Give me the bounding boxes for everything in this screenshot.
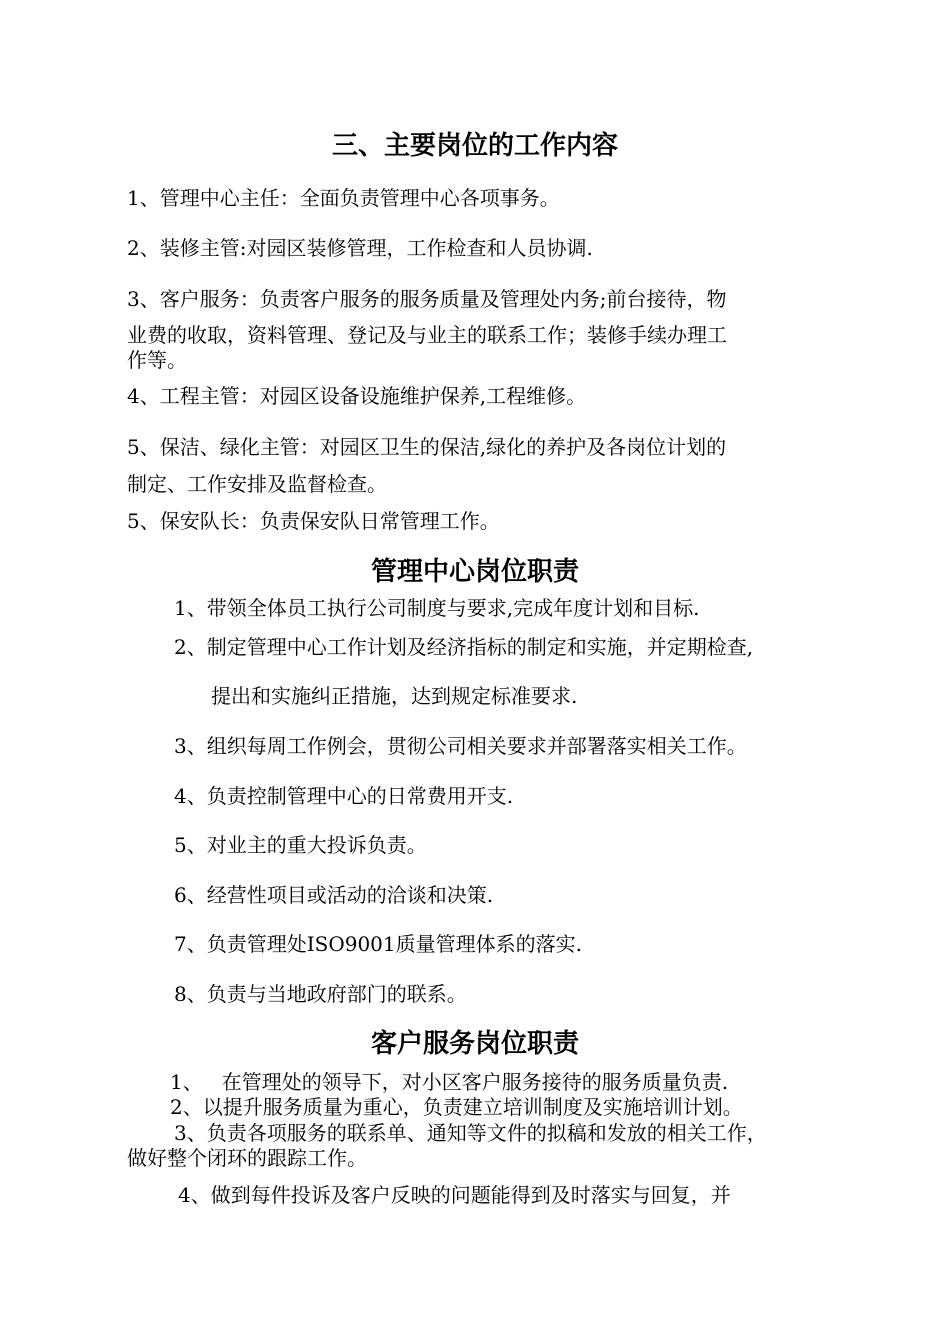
list-item: 做好整个闭环的跟踪工作。 [127, 1146, 367, 1170]
list-item: 提出和实施纠正措施，达到规定标准要求. [211, 684, 578, 708]
paragraph-line: 2、装修主管:对园区装修管理，工作检查和人员协调. [127, 236, 593, 260]
list-item: 2、制定管理中心工作计划及经济指标的制定和实施，并定期检查, [174, 635, 754, 659]
list-item: 3、组织每周工作例会，贯彻公司相关要求并部署落实相关工作。 [174, 734, 747, 758]
list-item: 8、负责与当地政府部门的联系。 [174, 982, 467, 1006]
list-item: 1、带领全体员工执行公司制度与要求,完成年度计划和目标. [174, 596, 700, 620]
paragraph-line: 5、保洁、绿化主管：对园区卫生的保洁,绿化的养护及各岗位计划的 [127, 435, 727, 459]
list-item: 2、以提升服务质量为重心，负责建立培训制度及实施培训计划。 [170, 1095, 743, 1119]
section-title-management-center: 管理中心岗位职责 [370, 557, 579, 587]
paragraph-line: 1、管理中心主任：全面负责管理中心各项事务。 [127, 186, 560, 210]
section-title-main-duties: 三、主要岗位的工作内容 [331, 131, 618, 161]
list-item: 5、对业主的重大投诉负责。 [174, 833, 427, 857]
paragraph-line: 作等。 [127, 348, 187, 372]
paragraph-line: 制定、工作安排及监督检查。 [127, 472, 387, 496]
list-item: 3、负责各项服务的联系单、通知等文件的拟稿和发放的相关工作， [174, 1121, 767, 1145]
paragraph-line: 3、客户服务：负责客户服务的服务质量及管理处内务;前台接待，物 [127, 287, 727, 311]
list-item: 4、负责控制管理中心的日常费用开支. [174, 784, 514, 808]
list-item: 7、负责管理处ISO9001质量管理体系的落实. [174, 932, 582, 956]
paragraph-line: 业费的收取，资料管理、登记及与业主的联系工作；装修手续办理工 [127, 323, 727, 347]
section-title-customer-service: 客户服务岗位职责 [370, 1029, 579, 1059]
list-item: 1、 在管理处的领导下，对小区客户服务接待的服务质量负责. [170, 1070, 729, 1094]
paragraph-line: 4、工程主管：对园区设备设施维护保养,工程维修。 [127, 384, 587, 408]
list-item: 4、做到每件投诉及客户反映的问题能得到及时落实与回复，并 [178, 1183, 731, 1207]
list-item: 6、经营性项目或活动的洽谈和决策. [174, 883, 494, 907]
paragraph-line: 5、保安队长：负责保安队日常管理工作。 [127, 509, 500, 533]
